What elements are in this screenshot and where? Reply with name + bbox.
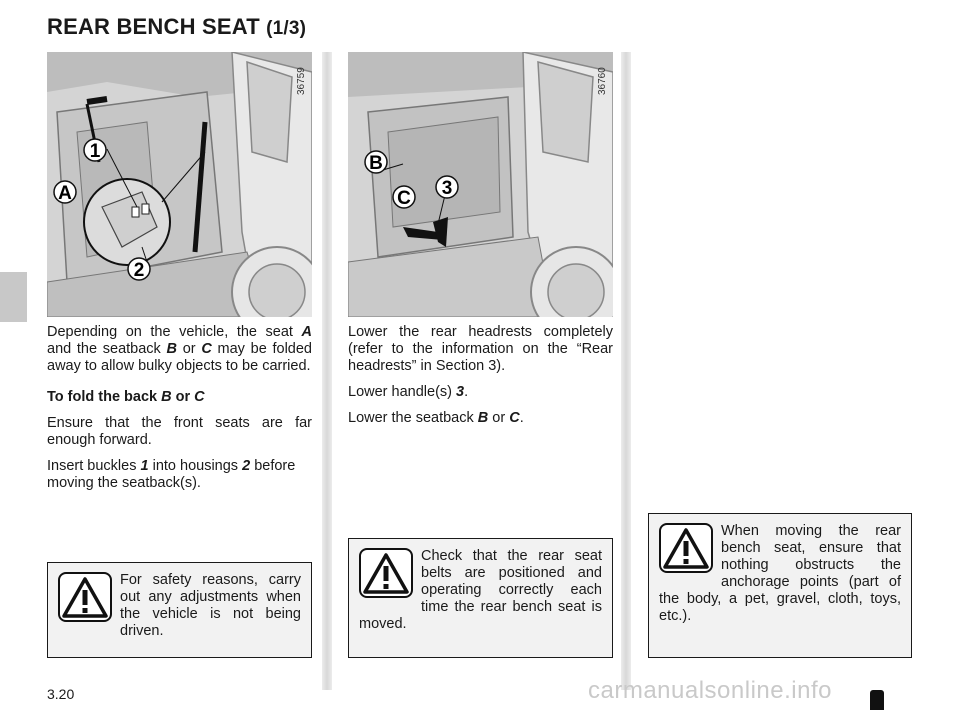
- ref-2: 2: [242, 458, 251, 474]
- anchorage-warning-box: [648, 513, 912, 658]
- section-tab: [0, 272, 27, 322]
- figure-callouts: [348, 52, 613, 317]
- callout-1-label: 1: [89, 141, 101, 162]
- callout-b-label: B: [369, 153, 383, 174]
- figure-code: 36759: [296, 67, 307, 95]
- text-run: may be folded away to allow bulky objects to be carried.: [47, 341, 312, 374]
- warning-triangle-icon: [359, 548, 413, 598]
- callout-2-label: 2: [133, 260, 145, 281]
- text-run: Lower the seatback: [348, 410, 478, 426]
- instruction-paragraph: [348, 384, 613, 401]
- figure-callouts: [47, 52, 312, 317]
- instruction-paragraph: Lower the rear headrests completely (refer to the information on the “Rear headrests” in Section 3).: [348, 324, 613, 374]
- callout-a-label: A: [58, 183, 72, 204]
- warning-text: Check that the rear seat belts are positioned and operating correctly each time the rear bench seat is moved.: [359, 548, 602, 632]
- text-run: .: [464, 384, 469, 400]
- callout-c-label: C: [397, 188, 411, 209]
- ref-1: 1: [140, 458, 149, 474]
- warning-triangle-icon: [58, 572, 112, 622]
- figure-seatback-handle: [348, 52, 613, 317]
- title-text: REAR BENCH SEAT: [47, 14, 260, 39]
- ref-b: B: [161, 389, 172, 405]
- intro-paragraph: [47, 324, 312, 375]
- watermark: carmanualsonline.info: [588, 677, 832, 704]
- figure-code: 36760: [597, 67, 608, 95]
- text-run: before moving the seatback(s).: [47, 458, 296, 491]
- instruction-paragraph: [47, 458, 312, 492]
- column-divider: [621, 52, 631, 690]
- instruction-paragraph: Ensure that the front seats are far enough forward.: [47, 415, 312, 448]
- text-run: .: [519, 410, 524, 426]
- ref-c: C: [509, 410, 520, 426]
- ref-c: C: [201, 341, 212, 357]
- text-run: into housings: [148, 458, 243, 474]
- text-run: Depending on the vehicle, the seat: [47, 324, 302, 340]
- text-run: or: [488, 410, 510, 426]
- text-run: and the seatback: [47, 341, 167, 357]
- warning-text: When moving the rear bench seat, ensure that nothing obstructs the anchorage points (part of the body, a pet, gravel, cloth, toys, etc.).: [659, 523, 901, 624]
- text-run: Lower handle(s): [348, 384, 456, 400]
- ref-b: B: [477, 410, 489, 426]
- text-run: To fold the back: [47, 389, 162, 405]
- column-divider: [322, 52, 332, 690]
- ref-a: A: [301, 324, 312, 340]
- ref-3: 3: [456, 384, 465, 400]
- ref-c: C: [194, 389, 205, 405]
- instruction-paragraph: [348, 410, 613, 427]
- warning-text: For safety reasons, carry out any adjustments when the vehicle is not being driven.: [120, 572, 301, 639]
- page-number: 3.20: [47, 686, 75, 702]
- callout-3-label: 3: [441, 178, 453, 199]
- seat-belt-warning-box: [348, 538, 613, 658]
- figure-seat-buckles: [47, 52, 312, 317]
- text-run: or: [171, 389, 195, 405]
- page-title: [47, 14, 306, 40]
- corner-mark: [870, 690, 884, 710]
- section-heading: [47, 389, 312, 406]
- column-2-text: [348, 324, 613, 436]
- text-run: Insert buckles: [47, 458, 141, 474]
- text-run: or: [177, 341, 202, 357]
- ref-b: B: [166, 341, 178, 357]
- title-part: (1/3): [266, 18, 307, 39]
- safety-warning-box: [47, 562, 312, 658]
- column-1-text: [47, 324, 312, 501]
- warning-triangle-icon: [659, 523, 713, 573]
